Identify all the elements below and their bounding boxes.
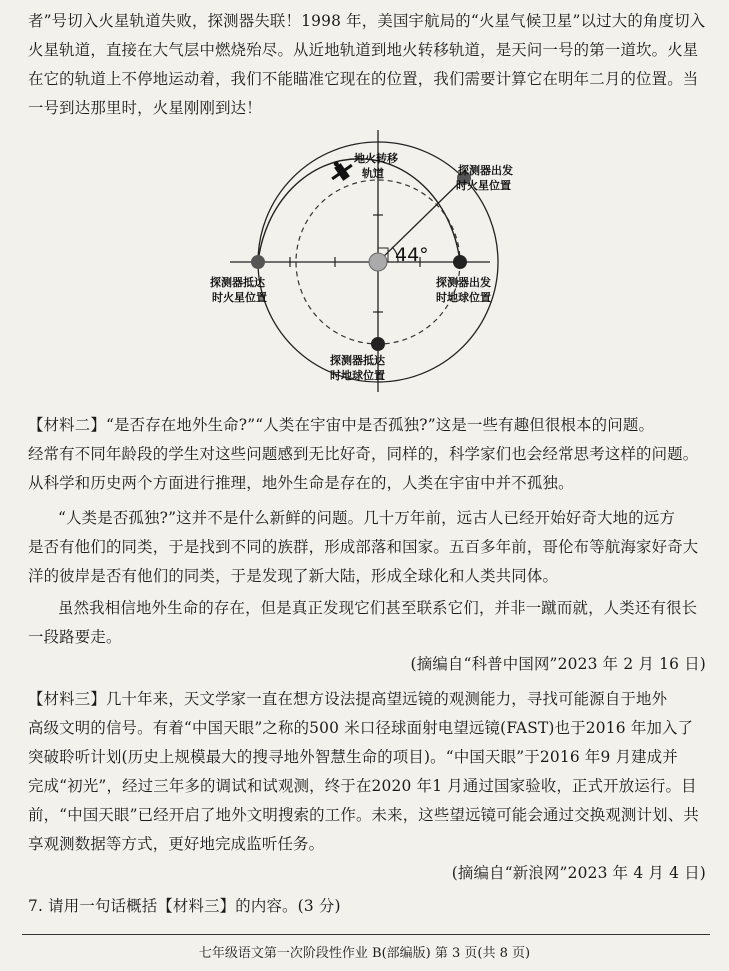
material2-line-4: “人类是否孤独?”这并不是什么新鲜的问题。几十万年前，远古人已经开始好奇大地的远方	[58, 509, 676, 527]
material2-line-1: 【材料二】“是否存在地外生命?”“人类在宇宙中是否孤独?”这是一些有趣但很根本的问题。	[28, 416, 655, 434]
mars-arrival-label-1: 探测器抵达	[210, 276, 265, 289]
mars-departure-label-2: 时火星位置	[456, 179, 511, 192]
material2-line-3: 从科学和历史两个方面进行推理，地外生命是存在的，人类在宇宙中并不孤独。	[28, 474, 574, 492]
material2-line-2: 经常有不同年龄段的学生对这些问题感到无比好奇，同样的，科学家们也会经常思考这样的问题。	[28, 445, 699, 463]
material3-line-5: 前，“中国天眼”已经开启了地外文明搜索的工作。未来，这些望远镜可能会通过交换观测计划、共	[28, 806, 699, 824]
material2-line-7: 虽然我相信地外生命的存在，但是真正发现它们甚至联系它们，并非一蹴而就，人类还有很长	[58, 599, 698, 617]
intro-line-4: 一号到达那里时，火星刚刚到达！	[28, 99, 262, 117]
question-7: 7. 请用一句话概括【材料三】的内容。(3 分)	[28, 897, 341, 915]
orbit-diagram	[190, 130, 520, 400]
earth-arrival-label-1: 探测器抵达	[330, 354, 385, 367]
mars-departure-label-1: 探测器出发	[458, 164, 513, 177]
material2-source: (摘编自“科普中国网”2023 年 2 月 16 日)	[410, 655, 706, 673]
axis-ticks	[290, 170, 420, 312]
earth-departure-label-1: 探测器出发	[436, 276, 491, 289]
intro-line-2: 火星轨道，直接在大气层中燃烧殆尽。从近地轨道到地火转移轨道，是天问一号的第一道坎。火星	[28, 41, 699, 59]
material2-line-8: 一段路要走。	[28, 628, 122, 646]
earth-departure-label-2: 时地球位置	[436, 291, 491, 304]
material3-line-6: 享观测数据等方式，更好地完成监听任务。	[28, 835, 325, 853]
mars-arrival-label-2: 时火星位置	[212, 291, 267, 304]
material2-line-6: 洋的彼岸是否有他们的同类，于是发现了新大陆，形成全球化和人类共同体。	[28, 567, 559, 585]
transfer-orbit-label-2: 轨道	[362, 167, 384, 180]
intro-line-1: 者”号切入火星轨道失败，探测器失联！1998 年，美国宇航局的“火星气候卫星”以过大的角度切入	[28, 12, 706, 30]
intro-line-3: 在它的轨道上不停地运动着，我们不能瞄准它现在的位置，我们需要计算它在明年二月的位置。当	[28, 70, 699, 88]
material3-line-2: 高级文明的信号。有着“中国天眼”之称的500 米口径球面射电望远镜(FAST)也于2016 年加入了	[28, 719, 694, 737]
earth-arrival-dot	[371, 337, 385, 351]
transfer-orbit-label-1: 地火转移	[354, 152, 398, 165]
material3-source: (摘编自“新浪网”2023 年 4 月 4 日)	[451, 864, 706, 882]
earth-arrival-label-2: 时地球位置	[330, 369, 385, 382]
material3-line-4: 完成“初光”，经过三年多的调试和试观测，终于在2020 年1 月通过国家验收，正式开放运行。目	[28, 777, 697, 795]
material3-line-1: 【材料三】几十年来，天文学家一直在想方设法提高望远镜的观测能力，寻找可能源自于地外	[28, 690, 668, 708]
material3-line-3: 突破聆听计划(历史上规模最大的搜寻地外智慧生命的项目)。“中国天眼”于2016 年9 月建成并	[28, 748, 678, 766]
angle-label: 44°	[395, 244, 429, 266]
earth-departure-dot	[453, 255, 467, 269]
page-footer: 七年级语文第一次阶段性作业 B(部编版) 第 3 页(共 8 页)	[198, 946, 531, 961]
sun-dot	[369, 253, 387, 271]
material2-line-5: 是否有他们的同类，于是找到不同的族群，形成部落和国家。五百多年前，哥伦布等航海家好奇大	[28, 538, 699, 556]
footer-rule	[22, 934, 710, 935]
transfer-orbit-arc	[258, 159, 460, 262]
mars-arrival-dot	[251, 255, 265, 269]
